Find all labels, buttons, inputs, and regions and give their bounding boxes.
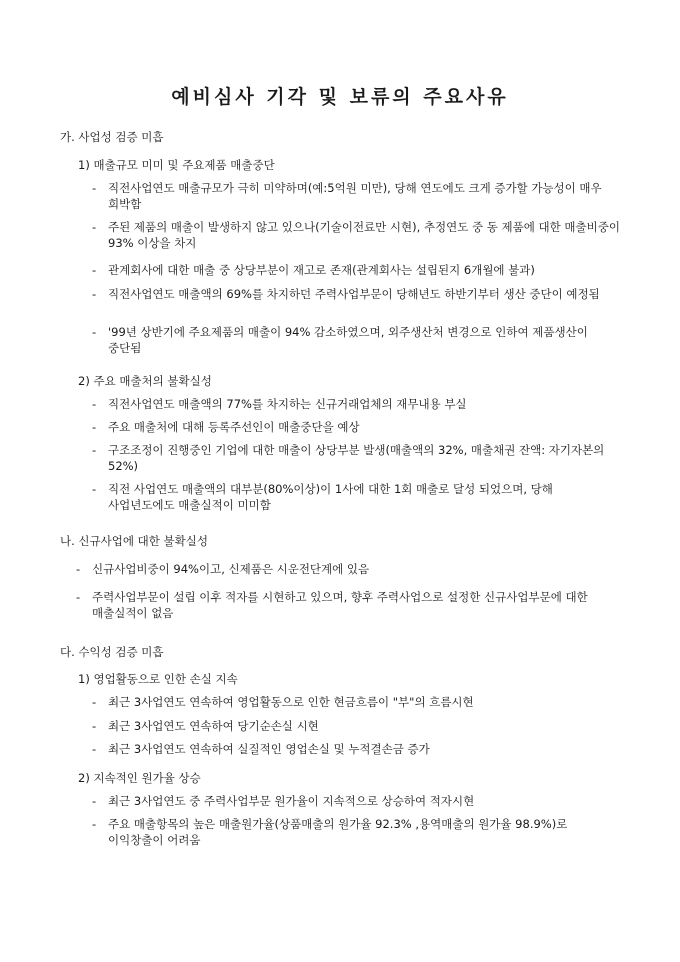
- list-item: [92, 694, 622, 710]
- list-item-text: 최근 3사업연도 연속하여 실질적인 영업손실 및 누적결손금 증가: [108, 742, 430, 756]
- list-item-text: 직전 사업연도 매출액의 대부분(80%이상)이 1사에 대한 1회 매출로 달성 되었으며, 당해 사업년도에도 매출실적이 미미함: [108, 482, 553, 512]
- list-item: [92, 324, 622, 356]
- list-item-text: 최근 3사업연도 중 주력사업부문 원가율이 지속적으로 상승하여 적자시현: [108, 794, 475, 808]
- list-item: [92, 286, 622, 302]
- list-item: [92, 481, 622, 513]
- list-item: [92, 741, 622, 757]
- list-item-text: 신규사업비중이 94%이고, 신제품은 시운전단계에 있음: [92, 562, 370, 576]
- list-item-text: '99년 상반기에 주요제품의 매출이 94% 감소하였으며, 외주생산처 변경으로 인하여 제품생산이 중단됨: [108, 325, 588, 355]
- bullet-dash: -: [92, 325, 97, 339]
- list-item: [76, 589, 622, 621]
- section-heading-na: 나. 신규사업에 대한 불확실성: [60, 534, 208, 548]
- bullet-dash: -: [92, 695, 97, 709]
- bullet-dash: -: [92, 287, 97, 301]
- bullet-dash: -: [76, 562, 81, 576]
- bullet-dash: -: [92, 181, 97, 195]
- section-heading-da: 다. 수익성 검증 미흡: [60, 645, 164, 659]
- list-item: [92, 419, 622, 435]
- list-item: [92, 442, 622, 474]
- list-item: [92, 396, 622, 412]
- list-item: [92, 816, 622, 848]
- bullet-dash: -: [92, 263, 97, 277]
- subsection-heading-da-2: 2) 지속적인 원가율 상승: [78, 771, 201, 785]
- subsection-heading-ga-2: 2) 주요 매출처의 불확실성: [78, 374, 212, 388]
- bullet-dash: -: [92, 443, 97, 457]
- list-item: [76, 561, 622, 577]
- bullet-dash: -: [92, 397, 97, 411]
- page-title: 예비심사 기각 및 보류의 주요사유: [171, 86, 509, 108]
- list-item-text: 주된 제품의 매출이 발생하지 않고 있으나(기술이전료만 시현), 추정연도 중 동 제품에 대한 매출비중이 93% 이상을 차지: [108, 220, 620, 250]
- bullet-dash: -: [92, 794, 97, 808]
- list-item-text: 주요 매출항목의 높은 매출원가율(상품매출의 원가율 92.3% ,용역매출의 원가율 98.9%)로 이익창출이 어려움: [108, 817, 568, 847]
- list-item: [92, 793, 622, 809]
- list-item-text: 구조조정이 진행중인 기업에 대한 매출이 상당부분 발생(매출액의 32%, 매출채권 잔액: 자기자본의 52%): [108, 443, 605, 473]
- list-item: [92, 180, 622, 212]
- list-item-text: 관계회사에 대한 매출 중 상당부분이 재고로 존재(관계회사는 설립된지 6개월에 불과): [108, 263, 535, 277]
- bullet-dash: -: [92, 482, 97, 496]
- list-item-text: 최근 3사업연도 연속하여 당기순손실 시현: [108, 719, 319, 733]
- list-item-text: 주력사업부문이 설립 이후 적자를 시현하고 있으며, 향후 주력사업으로 설정한 신규사업부문에 대한 매출실적이 없음: [92, 590, 588, 620]
- list-item-text: 직전사업연도 매출액의 69%를 차지하던 주력사업부문이 당해년도 하반기부터 생산 중단이 예정됨: [108, 287, 600, 301]
- list-item: [92, 262, 622, 278]
- list-item: [92, 718, 622, 734]
- list-item: [92, 219, 622, 251]
- bullet-dash: -: [92, 420, 97, 434]
- subsection-heading-ga-1: 1) 매출규모 미미 및 주요제품 매출중단: [78, 158, 275, 172]
- bullet-dash: -: [92, 742, 97, 756]
- bullet-dash: -: [76, 590, 81, 604]
- bullet-dash: -: [92, 817, 97, 831]
- list-item-text: 최근 3사업연도 연속하여 영업활동으로 인한 현금흐름이 "부"의 흐름시현: [108, 695, 474, 709]
- subsection-heading-da-1: 1) 영업활동으로 인한 손실 지속: [78, 672, 238, 686]
- list-item-text: 주요 매출처에 대해 등록주선인이 매출중단을 예상: [108, 420, 360, 434]
- section-heading-ga: 가. 사업성 검증 미흡: [60, 130, 164, 144]
- list-item-text: 직전사업연도 매출액의 77%를 차지하는 신규거래업체의 재무내용 부실: [108, 397, 467, 411]
- bullet-dash: -: [92, 220, 97, 234]
- bullet-dash: -: [92, 719, 97, 733]
- list-item-text: 직전사업연도 매출규모가 극히 미약하며(예:5억원 미만), 당해 연도에도 크게 증가할 가능성이 매우 희박함: [108, 181, 602, 211]
